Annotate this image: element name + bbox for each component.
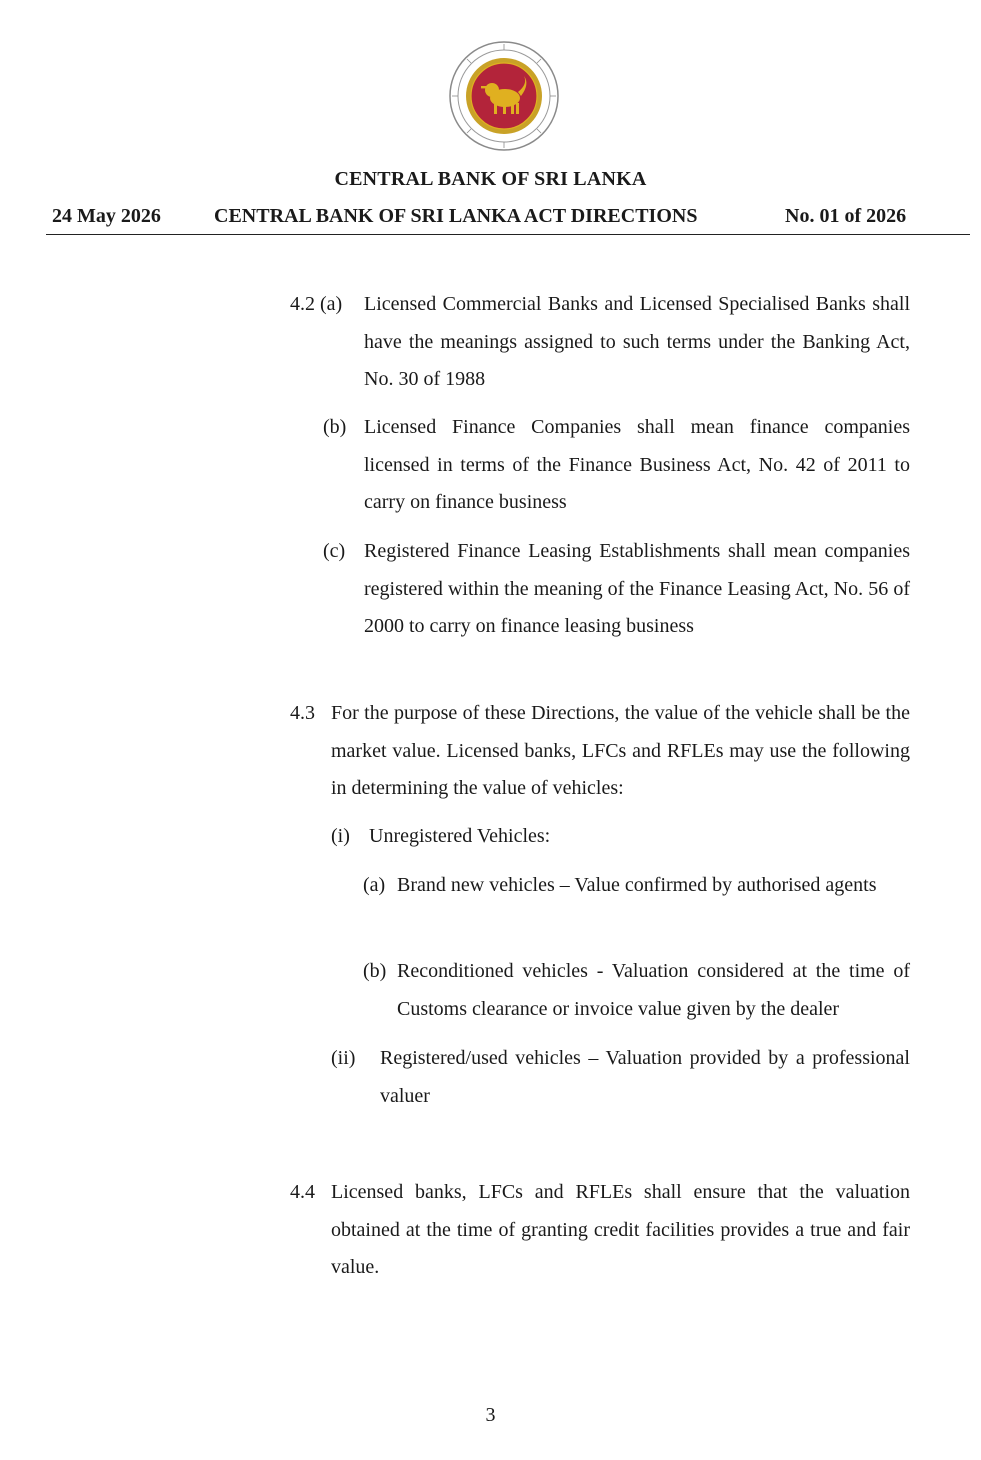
section-4-3-i-text: Unregistered Vehicles: (369, 825, 551, 847)
section-label: 4.2 (a) (290, 293, 343, 315)
central-bank-seal-icon (448, 40, 560, 152)
section-label: (a) (363, 874, 386, 896)
section-4-4-text: Licensed banks, LFCs and RFLEs shall ensure that the valuation obtained at the time of granting credit facilities provides a true and fair value. (331, 1181, 910, 1278)
section-4-2-a-text: Licensed Commercial Banks and Licensed Specialised Banks shall have the meanings assigned to such terms under the Banking Act, No. 30 of 1988 (364, 293, 910, 390)
section-label: (b) (323, 416, 347, 438)
section-4-3-i-a-text: Brand new vehicles – Value confirmed by authorised agents (397, 874, 877, 896)
section-4-2-b-text: Licensed Finance Companies shall mean finance companies licensed in terms of the Finance Business Act, No. 42 of 2011 to carry on finance business (364, 416, 910, 513)
organization-name: CENTRAL BANK OF SRI LANKA (334, 168, 647, 190)
page-number: 3 (485, 1404, 496, 1426)
document-number: No. 01 of 2026 (785, 205, 907, 227)
section-4-3-i-b-text: Reconditioned vehicles - Valuation considered at the time of Customs clearance or invoice value given by the dealer (397, 960, 910, 1020)
section-label: (c) (323, 540, 346, 562)
document-date: 24 May 2026 (52, 205, 161, 227)
section-4-3-text: For the purpose of these Directions, the value of the vehicle shall be the market value. Licensed banks, LFCs and RFLEs may use the following in determining the value of vehicles: (331, 702, 910, 799)
section-label: (i) (331, 825, 350, 847)
section-4-3-ii-text: Registered/used vehicles – Valuation provided by a professional valuer (380, 1047, 910, 1107)
section-label: (ii) (331, 1047, 356, 1069)
section-4-2-c-text: Registered Finance Leasing Establishments shall mean companies registered within the meaning of the Finance Leasing Act, No. 56 of 2000 to carry on finance leasing business (364, 540, 910, 637)
section-label: (b) (363, 960, 387, 982)
header-divider (46, 234, 970, 235)
document-title: CENTRAL BANK OF SRI LANKA ACT DIRECTIONS (214, 205, 698, 227)
section-label: 4.4 (290, 1181, 315, 1203)
section-label: 4.3 (290, 702, 315, 724)
